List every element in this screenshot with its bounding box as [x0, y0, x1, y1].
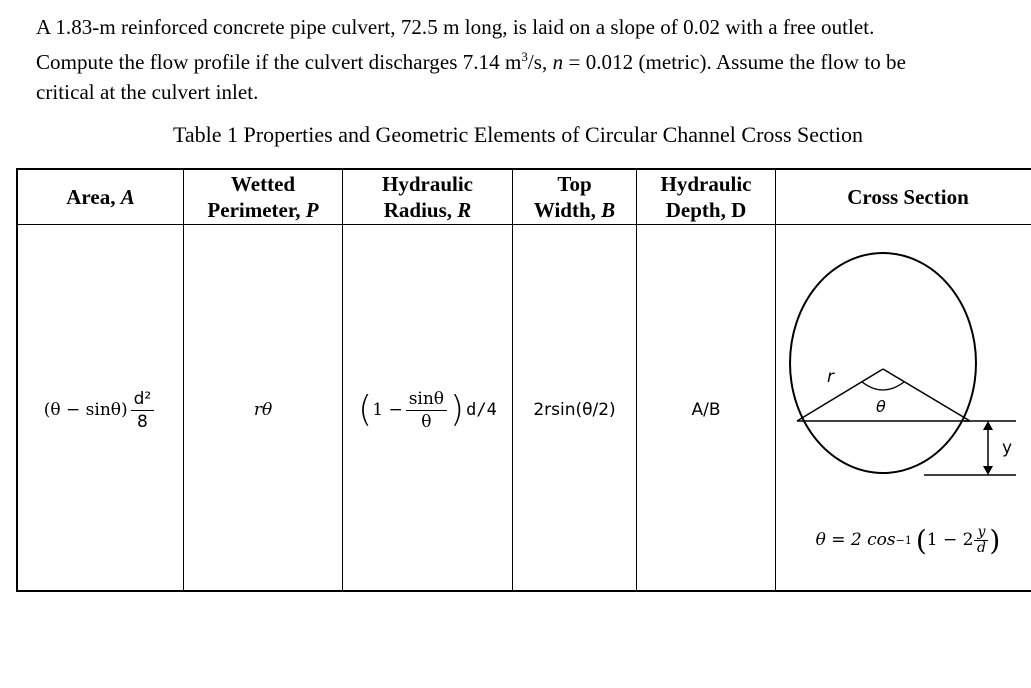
left-paren: (: [358, 389, 373, 430]
header-radius-line1: Hydraulic: [381, 172, 473, 196]
cell-wetted-perimeter: [184, 390, 342, 430]
header-area-label: Area,: [66, 185, 121, 209]
theta-fraction-num: y: [974, 525, 988, 541]
theta-formula: [776, 515, 1031, 565]
radius-fraction-den: θ: [421, 411, 432, 432]
manning-n-symbol: n: [552, 50, 564, 74]
cell-hydraulic-radius: [343, 382, 512, 438]
header-hydraulic-radius: [343, 170, 512, 224]
cubic-superscript: 3: [521, 49, 528, 64]
problem-statement: [36, 12, 1026, 107]
right-paren: ): [450, 389, 465, 430]
cell-area-formula: [18, 385, 183, 435]
header-wetted-line1: Wetted: [230, 172, 296, 196]
radius-fraction-num: sinθ: [406, 388, 447, 411]
theta-arc: [862, 382, 904, 390]
area-fraction-den: 8: [137, 411, 148, 432]
depth-arrow-down: [983, 466, 993, 475]
area-fraction: [131, 388, 155, 433]
theta-fraction: [974, 525, 988, 556]
header-top-var: B: [601, 198, 616, 222]
table-caption: Table 1 Properties and Geometric Elements of Circular Channel Cross Section: [172, 122, 864, 147]
radius-line-left: [797, 369, 883, 421]
header-top-line2: Width,: [533, 198, 602, 222]
header-wetted-var: P: [305, 198, 319, 222]
area-prefix: (θ − sinθ): [43, 400, 128, 420]
depth-label: y: [1002, 438, 1013, 458]
problem-line-3: critical at the culvert inlet.: [36, 80, 259, 104]
column-divider: [342, 168, 343, 592]
radius-label: r: [827, 367, 834, 387]
cell-top-width: [513, 390, 636, 430]
column-divider: [183, 168, 184, 592]
problem-line-2-post: = 0.012 (metric). Assume the flow to be: [563, 50, 906, 74]
area-fraction-num: d²: [131, 388, 155, 411]
radius-suffix: d/4: [466, 400, 497, 420]
header-divider: [16, 224, 1031, 225]
theta-fraction-den: d: [976, 539, 986, 556]
header-area: [18, 170, 183, 224]
radius-one-minus: 1 −: [372, 400, 403, 420]
problem-line-1: A 1.83-m reinforced concrete pipe culvert, 72.5 m long, is laid on a slope of 0.02 with a free outlet.: [36, 15, 875, 39]
radius-fraction: [406, 388, 447, 433]
column-divider: [512, 168, 513, 592]
header-depth-line1: Hydraulic: [660, 172, 752, 196]
header-top-line1: Top: [557, 172, 592, 196]
header-hydraulic-depth: [637, 170, 775, 224]
radius-line-right: [883, 369, 970, 421]
depth-arrow-up: [983, 421, 993, 430]
header-wetted-perimeter: [184, 170, 342, 224]
problem-line-2-pre: Compute the flow profile if the culvert discharges 7.14 m: [36, 50, 522, 74]
theta-formula-prefix: θ = 2 cos: [815, 530, 896, 550]
header-section-label: Cross Section: [847, 185, 969, 209]
problem-line-2-mid: /s,: [527, 50, 553, 74]
header-radius-var: R: [457, 198, 472, 222]
header-area-var: A: [120, 185, 135, 209]
top-width-formula: 2rsin(θ/2): [533, 400, 616, 420]
theta-left-paren: (: [915, 523, 927, 557]
pipe-circle-outline: [790, 253, 976, 473]
theta-right-paren: ): [989, 523, 1001, 557]
header-depth-line2: Depth, D: [665, 198, 747, 222]
wetted-formula: rθ: [253, 400, 273, 420]
problem-line-2: [36, 42, 1026, 77]
header-top-width: [513, 170, 636, 224]
hydraulic-depth-formula: A/B: [691, 400, 721, 420]
theta-label: θ: [876, 397, 886, 416]
header-wetted-line2: Perimeter,: [207, 198, 306, 222]
cell-hydraulic-depth: [637, 390, 775, 430]
theta-formula-inner: 1 − 2: [926, 530, 974, 550]
theta-formula-sup: −1: [895, 533, 912, 547]
column-divider: [636, 168, 637, 592]
header-cross-section: [776, 170, 1031, 224]
header-radius-line2: Radius,: [383, 198, 458, 222]
